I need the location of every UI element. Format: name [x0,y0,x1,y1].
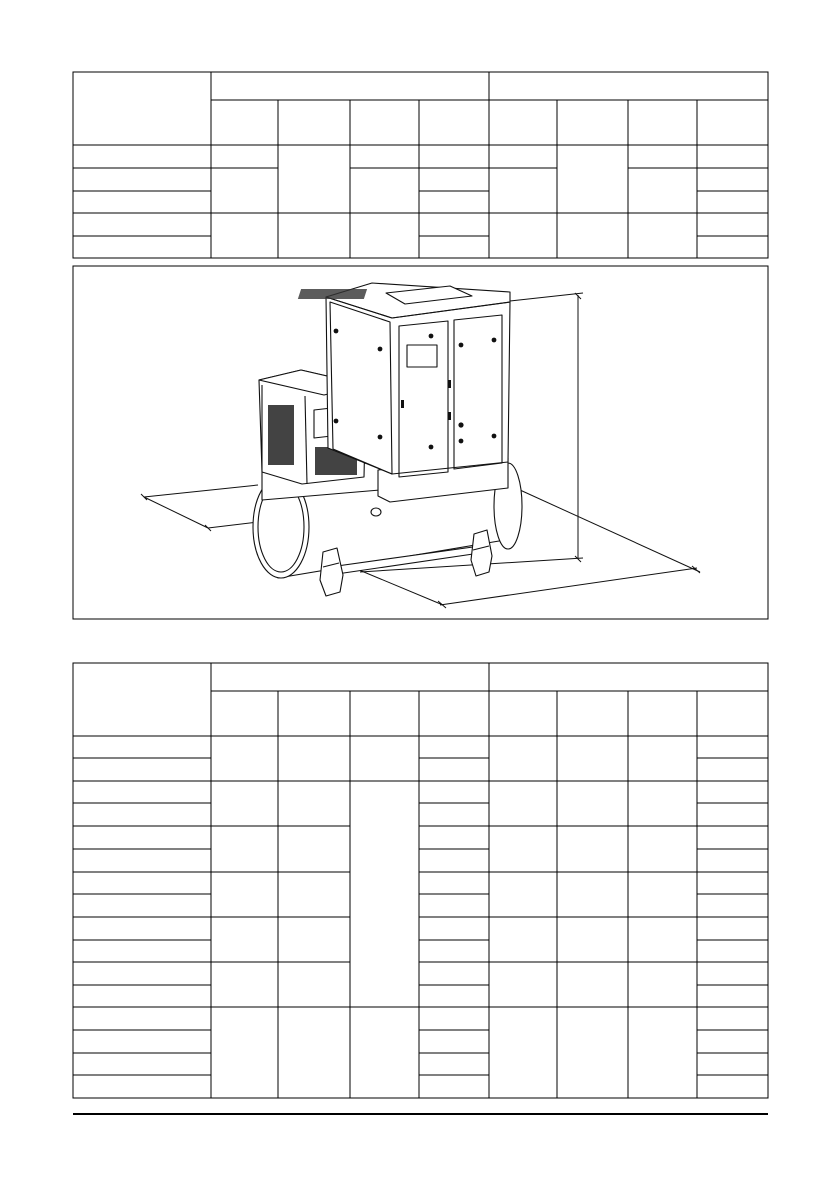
bottom-spec-table [73,663,768,1098]
dryer-side-grille [268,405,294,465]
top-spec-table [73,72,768,258]
compressor-drawing [141,283,700,608]
footer-rule [73,1113,768,1115]
top-vent-grille [298,289,367,299]
